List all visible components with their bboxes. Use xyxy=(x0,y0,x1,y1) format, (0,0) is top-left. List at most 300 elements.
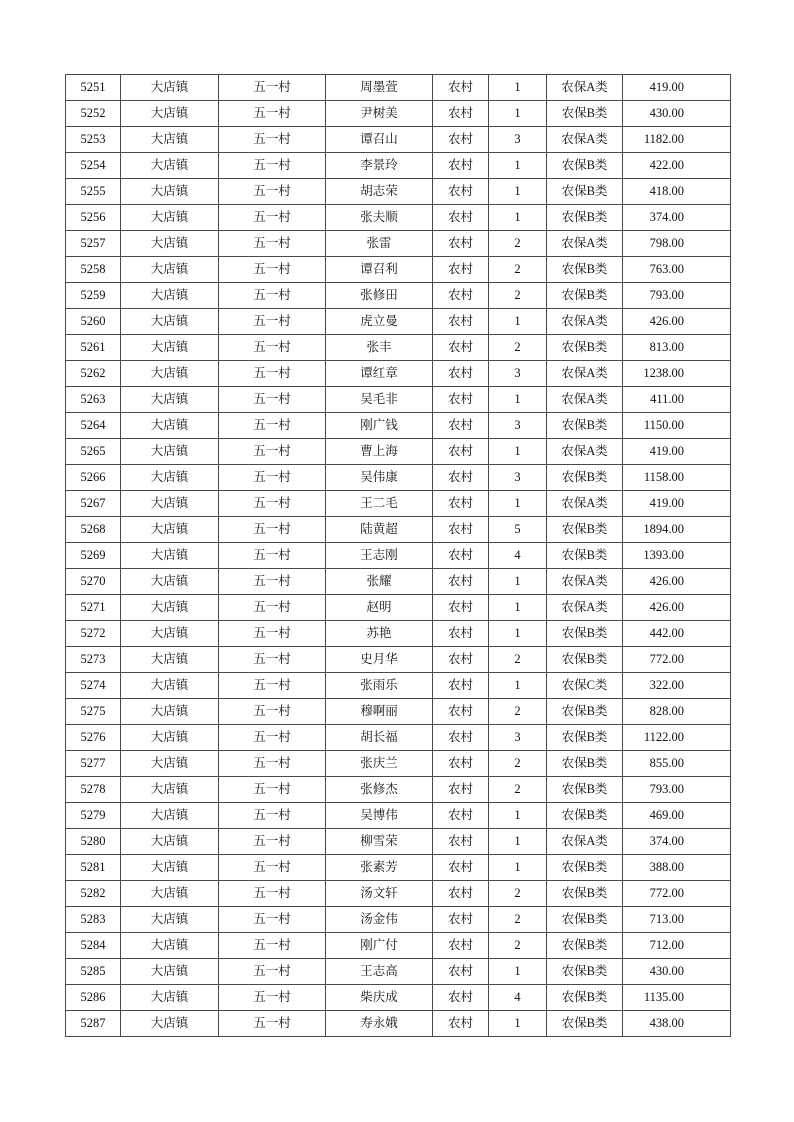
cell-town: 大店镇 xyxy=(121,491,219,517)
cell-household-type: 农村 xyxy=(433,673,489,699)
table-row xyxy=(66,621,731,647)
cell-amount: 763.00 xyxy=(623,257,731,283)
cell-name: 吴伟康 xyxy=(326,465,433,491)
table-row xyxy=(66,517,731,543)
cell-household-type: 农村 xyxy=(433,777,489,803)
cell-amount: 430.00 xyxy=(623,101,731,127)
cell-serial: 5280 xyxy=(66,829,121,855)
table-row xyxy=(66,257,731,283)
cell-insurance-category: 农保B类 xyxy=(547,777,623,803)
table-row xyxy=(66,855,731,881)
cell-name: 史月华 xyxy=(326,647,433,673)
cell-household-type: 农村 xyxy=(433,179,489,205)
cell-count: 1 xyxy=(489,101,547,127)
cell-household-type: 农村 xyxy=(433,985,489,1011)
cell-amount: 1135.00 xyxy=(623,985,731,1011)
cell-amount: 438.00 xyxy=(623,1011,731,1037)
cell-serial: 5281 xyxy=(66,855,121,881)
cell-count: 1 xyxy=(489,179,547,205)
cell-town: 大店镇 xyxy=(121,127,219,153)
cell-town: 大店镇 xyxy=(121,725,219,751)
cell-town: 大店镇 xyxy=(121,985,219,1011)
cell-name: 周墨萱 xyxy=(326,75,433,101)
table-row xyxy=(66,803,731,829)
cell-serial: 5283 xyxy=(66,907,121,933)
cell-village: 五一村 xyxy=(219,75,326,101)
cell-town: 大店镇 xyxy=(121,959,219,985)
cell-name: 张修杰 xyxy=(326,777,433,803)
cell-town: 大店镇 xyxy=(121,855,219,881)
cell-household-type: 农村 xyxy=(433,621,489,647)
table-row xyxy=(66,101,731,127)
cell-town: 大店镇 xyxy=(121,517,219,543)
cell-village: 五一村 xyxy=(219,751,326,777)
cell-household-type: 农村 xyxy=(433,387,489,413)
cell-count: 1 xyxy=(489,439,547,465)
cell-count: 2 xyxy=(489,933,547,959)
cell-serial: 5263 xyxy=(66,387,121,413)
table-row xyxy=(66,205,731,231)
cell-amount: 419.00 xyxy=(623,75,731,101)
cell-serial: 5275 xyxy=(66,699,121,725)
cell-count: 2 xyxy=(489,907,547,933)
cell-serial: 5285 xyxy=(66,959,121,985)
cell-count: 2 xyxy=(489,751,547,777)
cell-count: 4 xyxy=(489,543,547,569)
table-body xyxy=(66,75,731,1037)
cell-name: 谭红章 xyxy=(326,361,433,387)
cell-insurance-category: 农保B类 xyxy=(547,543,623,569)
cell-town: 大店镇 xyxy=(121,907,219,933)
cell-insurance-category: 农保B类 xyxy=(547,465,623,491)
cell-town: 大店镇 xyxy=(121,569,219,595)
table-row xyxy=(66,543,731,569)
cell-serial: 5262 xyxy=(66,361,121,387)
cell-town: 大店镇 xyxy=(121,543,219,569)
cell-amount: 469.00 xyxy=(623,803,731,829)
cell-count: 1 xyxy=(489,75,547,101)
cell-amount: 322.00 xyxy=(623,673,731,699)
cell-town: 大店镇 xyxy=(121,1011,219,1037)
cell-village: 五一村 xyxy=(219,543,326,569)
cell-town: 大店镇 xyxy=(121,647,219,673)
cell-name: 胡长福 xyxy=(326,725,433,751)
table-row xyxy=(66,361,731,387)
cell-insurance-category: 农保B类 xyxy=(547,413,623,439)
cell-count: 2 xyxy=(489,257,547,283)
cell-village: 五一村 xyxy=(219,985,326,1011)
cell-serial: 5271 xyxy=(66,595,121,621)
cell-town: 大店镇 xyxy=(121,933,219,959)
cell-insurance-category: 农保B类 xyxy=(547,647,623,673)
cell-name: 寿永娥 xyxy=(326,1011,433,1037)
cell-village: 五一村 xyxy=(219,179,326,205)
cell-amount: 426.00 xyxy=(623,595,731,621)
cell-town: 大店镇 xyxy=(121,777,219,803)
cell-household-type: 农村 xyxy=(433,127,489,153)
cell-name: 谭召山 xyxy=(326,127,433,153)
cell-village: 五一村 xyxy=(219,283,326,309)
cell-count: 3 xyxy=(489,127,547,153)
cell-village: 五一村 xyxy=(219,933,326,959)
cell-insurance-category: 农保B类 xyxy=(547,725,623,751)
cell-household-type: 农村 xyxy=(433,75,489,101)
cell-amount: 1182.00 xyxy=(623,127,731,153)
cell-insurance-category: 农保A类 xyxy=(547,75,623,101)
cell-count: 2 xyxy=(489,881,547,907)
table-row xyxy=(66,569,731,595)
cell-village: 五一村 xyxy=(219,257,326,283)
cell-village: 五一村 xyxy=(219,647,326,673)
cell-town: 大店镇 xyxy=(121,829,219,855)
cell-insurance-category: 农保A类 xyxy=(547,231,623,257)
cell-village: 五一村 xyxy=(219,153,326,179)
cell-insurance-category: 农保A类 xyxy=(547,387,623,413)
cell-village: 五一村 xyxy=(219,673,326,699)
table-row xyxy=(66,933,731,959)
cell-count: 1 xyxy=(489,959,547,985)
cell-village: 五一村 xyxy=(219,725,326,751)
cell-household-type: 农村 xyxy=(433,959,489,985)
cell-amount: 419.00 xyxy=(623,491,731,517)
cell-serial: 5261 xyxy=(66,335,121,361)
table-row xyxy=(66,75,731,101)
cell-insurance-category: 农保B类 xyxy=(547,959,623,985)
cell-insurance-category: 农保B类 xyxy=(547,621,623,647)
cell-town: 大店镇 xyxy=(121,621,219,647)
cell-village: 五一村 xyxy=(219,361,326,387)
cell-household-type: 农村 xyxy=(433,335,489,361)
cell-amount: 1238.00 xyxy=(623,361,731,387)
cell-count: 3 xyxy=(489,465,547,491)
cell-name: 张素芳 xyxy=(326,855,433,881)
cell-insurance-category: 农保B类 xyxy=(547,881,623,907)
cell-insurance-category: 农保B类 xyxy=(547,803,623,829)
cell-village: 五一村 xyxy=(219,569,326,595)
cell-count: 1 xyxy=(489,803,547,829)
cell-town: 大店镇 xyxy=(121,179,219,205)
cell-count: 2 xyxy=(489,647,547,673)
cell-town: 大店镇 xyxy=(121,231,219,257)
cell-town: 大店镇 xyxy=(121,673,219,699)
table-row xyxy=(66,335,731,361)
cell-insurance-category: 农保B类 xyxy=(547,855,623,881)
cell-amount: 772.00 xyxy=(623,881,731,907)
cell-count: 1 xyxy=(489,829,547,855)
cell-amount: 828.00 xyxy=(623,699,731,725)
cell-insurance-category: 农保B类 xyxy=(547,153,623,179)
cell-count: 2 xyxy=(489,699,547,725)
table-row xyxy=(66,959,731,985)
cell-insurance-category: 农保B类 xyxy=(547,179,623,205)
table-row xyxy=(66,595,731,621)
cell-name: 吴毛非 xyxy=(326,387,433,413)
cell-household-type: 农村 xyxy=(433,517,489,543)
cell-town: 大店镇 xyxy=(121,881,219,907)
cell-amount: 374.00 xyxy=(623,829,731,855)
table-row xyxy=(66,153,731,179)
cell-name: 苏艳 xyxy=(326,621,433,647)
cell-village: 五一村 xyxy=(219,101,326,127)
cell-name: 王志刚 xyxy=(326,543,433,569)
cell-household-type: 农村 xyxy=(433,257,489,283)
cell-insurance-category: 农保A类 xyxy=(547,439,623,465)
cell-village: 五一村 xyxy=(219,803,326,829)
cell-amount: 1158.00 xyxy=(623,465,731,491)
cell-amount: 813.00 xyxy=(623,335,731,361)
cell-name: 汤文轩 xyxy=(326,881,433,907)
cell-serial: 5253 xyxy=(66,127,121,153)
cell-serial: 5258 xyxy=(66,257,121,283)
cell-count: 1 xyxy=(489,673,547,699)
cell-count: 4 xyxy=(489,985,547,1011)
cell-household-type: 农村 xyxy=(433,231,489,257)
cell-household-type: 农村 xyxy=(433,803,489,829)
cell-serial: 5260 xyxy=(66,309,121,335)
cell-village: 五一村 xyxy=(219,855,326,881)
table-row xyxy=(66,491,731,517)
cell-amount: 793.00 xyxy=(623,283,731,309)
cell-name: 吴博伟 xyxy=(326,803,433,829)
cell-name: 张修田 xyxy=(326,283,433,309)
cell-household-type: 农村 xyxy=(433,309,489,335)
cell-town: 大店镇 xyxy=(121,751,219,777)
cell-household-type: 农村 xyxy=(433,491,489,517)
cell-name: 赵明 xyxy=(326,595,433,621)
cell-village: 五一村 xyxy=(219,439,326,465)
cell-name: 张夫顺 xyxy=(326,205,433,231)
cell-town: 大店镇 xyxy=(121,153,219,179)
cell-village: 五一村 xyxy=(219,595,326,621)
cell-household-type: 农村 xyxy=(433,933,489,959)
cell-serial: 5282 xyxy=(66,881,121,907)
cell-insurance-category: 农保B类 xyxy=(547,985,623,1011)
cell-count: 5 xyxy=(489,517,547,543)
cell-household-type: 农村 xyxy=(433,725,489,751)
table-row xyxy=(66,309,731,335)
cell-town: 大店镇 xyxy=(121,595,219,621)
cell-household-type: 农村 xyxy=(433,1011,489,1037)
cell-town: 大店镇 xyxy=(121,309,219,335)
cell-serial: 5259 xyxy=(66,283,121,309)
cell-insurance-category: 农保B类 xyxy=(547,699,623,725)
cell-amount: 712.00 xyxy=(623,933,731,959)
cell-serial: 5255 xyxy=(66,179,121,205)
cell-town: 大店镇 xyxy=(121,75,219,101)
table-row xyxy=(66,725,731,751)
cell-insurance-category: 农保A类 xyxy=(547,361,623,387)
cell-serial: 5267 xyxy=(66,491,121,517)
cell-serial: 5256 xyxy=(66,205,121,231)
cell-insurance-category: 农保A类 xyxy=(547,595,623,621)
cell-village: 五一村 xyxy=(219,491,326,517)
cell-insurance-category: 农保A类 xyxy=(547,569,623,595)
cell-amount: 1122.00 xyxy=(623,725,731,751)
cell-serial: 5286 xyxy=(66,985,121,1011)
cell-count: 1 xyxy=(489,595,547,621)
cell-amount: 388.00 xyxy=(623,855,731,881)
cell-amount: 713.00 xyxy=(623,907,731,933)
cell-count: 2 xyxy=(489,283,547,309)
cell-amount: 426.00 xyxy=(623,309,731,335)
cell-serial: 5277 xyxy=(66,751,121,777)
cell-count: 1 xyxy=(489,621,547,647)
cell-count: 1 xyxy=(489,569,547,595)
cell-town: 大店镇 xyxy=(121,257,219,283)
cell-count: 1 xyxy=(489,1011,547,1037)
cell-household-type: 农村 xyxy=(433,569,489,595)
cell-household-type: 农村 xyxy=(433,829,489,855)
cell-household-type: 农村 xyxy=(433,439,489,465)
cell-count: 1 xyxy=(489,153,547,179)
cell-village: 五一村 xyxy=(219,413,326,439)
cell-name: 刚广付 xyxy=(326,933,433,959)
cell-insurance-category: 农保B类 xyxy=(547,907,623,933)
cell-count: 1 xyxy=(489,309,547,335)
table-row xyxy=(66,413,731,439)
cell-town: 大店镇 xyxy=(121,413,219,439)
cell-household-type: 农村 xyxy=(433,413,489,439)
cell-town: 大店镇 xyxy=(121,699,219,725)
cell-amount: 1894.00 xyxy=(623,517,731,543)
cell-name: 穆啊丽 xyxy=(326,699,433,725)
cell-household-type: 农村 xyxy=(433,205,489,231)
cell-household-type: 农村 xyxy=(433,907,489,933)
cell-serial: 5270 xyxy=(66,569,121,595)
cell-insurance-category: 农保A类 xyxy=(547,127,623,153)
cell-village: 五一村 xyxy=(219,777,326,803)
cell-village: 五一村 xyxy=(219,1011,326,1037)
cell-household-type: 农村 xyxy=(433,751,489,777)
cell-household-type: 农村 xyxy=(433,153,489,179)
cell-serial: 5254 xyxy=(66,153,121,179)
cell-town: 大店镇 xyxy=(121,283,219,309)
cell-serial: 5278 xyxy=(66,777,121,803)
cell-town: 大店镇 xyxy=(121,101,219,127)
cell-serial: 5265 xyxy=(66,439,121,465)
cell-insurance-category: 农保B类 xyxy=(547,751,623,777)
cell-insurance-category: 农保B类 xyxy=(547,517,623,543)
cell-village: 五一村 xyxy=(219,829,326,855)
cell-count: 1 xyxy=(489,491,547,517)
cell-village: 五一村 xyxy=(219,699,326,725)
cell-amount: 772.00 xyxy=(623,647,731,673)
cell-household-type: 农村 xyxy=(433,855,489,881)
cell-amount: 419.00 xyxy=(623,439,731,465)
table-row xyxy=(66,465,731,491)
cell-town: 大店镇 xyxy=(121,387,219,413)
table-row xyxy=(66,439,731,465)
cell-serial: 5279 xyxy=(66,803,121,829)
cell-serial: 5287 xyxy=(66,1011,121,1037)
cell-amount: 1393.00 xyxy=(623,543,731,569)
cell-serial: 5272 xyxy=(66,621,121,647)
cell-household-type: 农村 xyxy=(433,543,489,569)
cell-insurance-category: 农保B类 xyxy=(547,101,623,127)
cell-village: 五一村 xyxy=(219,959,326,985)
cell-name: 汤金伟 xyxy=(326,907,433,933)
cell-village: 五一村 xyxy=(219,517,326,543)
cell-village: 五一村 xyxy=(219,881,326,907)
cell-count: 2 xyxy=(489,335,547,361)
cell-town: 大店镇 xyxy=(121,439,219,465)
table-row xyxy=(66,673,731,699)
cell-count: 3 xyxy=(489,725,547,751)
cell-insurance-category: 农保A类 xyxy=(547,829,623,855)
cell-amount: 422.00 xyxy=(623,153,731,179)
table-row xyxy=(66,387,731,413)
cell-name: 刚广钱 xyxy=(326,413,433,439)
cell-name: 柳雪荣 xyxy=(326,829,433,855)
cell-insurance-category: 农保B类 xyxy=(547,1011,623,1037)
table-row xyxy=(66,127,731,153)
cell-household-type: 农村 xyxy=(433,465,489,491)
cell-insurance-category: 农保B类 xyxy=(547,205,623,231)
cell-amount: 442.00 xyxy=(623,621,731,647)
cell-amount: 1150.00 xyxy=(623,413,731,439)
cell-name: 柴庆成 xyxy=(326,985,433,1011)
cell-name: 陆黄超 xyxy=(326,517,433,543)
table-row xyxy=(66,231,731,257)
cell-name: 张耀 xyxy=(326,569,433,595)
cell-serial: 5274 xyxy=(66,673,121,699)
cell-name: 尹树美 xyxy=(326,101,433,127)
cell-name: 李景玲 xyxy=(326,153,433,179)
cell-village: 五一村 xyxy=(219,465,326,491)
cell-serial: 5269 xyxy=(66,543,121,569)
cell-name: 胡志荣 xyxy=(326,179,433,205)
cell-insurance-category: 农保B类 xyxy=(547,335,623,361)
cell-count: 1 xyxy=(489,855,547,881)
cell-name: 曹上海 xyxy=(326,439,433,465)
cell-count: 3 xyxy=(489,413,547,439)
cell-village: 五一村 xyxy=(219,205,326,231)
cell-name: 张庆兰 xyxy=(326,751,433,777)
cell-count: 1 xyxy=(489,387,547,413)
cell-amount: 426.00 xyxy=(623,569,731,595)
cell-household-type: 农村 xyxy=(433,881,489,907)
cell-household-type: 农村 xyxy=(433,101,489,127)
table-row xyxy=(66,907,731,933)
cell-amount: 374.00 xyxy=(623,205,731,231)
cell-town: 大店镇 xyxy=(121,361,219,387)
cell-serial: 5284 xyxy=(66,933,121,959)
cell-serial: 5266 xyxy=(66,465,121,491)
cell-insurance-category: 农保B类 xyxy=(547,283,623,309)
table-row xyxy=(66,283,731,309)
roster-table xyxy=(65,74,731,1037)
table-row xyxy=(66,179,731,205)
cell-town: 大店镇 xyxy=(121,205,219,231)
cell-household-type: 农村 xyxy=(433,595,489,621)
cell-amount: 855.00 xyxy=(623,751,731,777)
cell-amount: 798.00 xyxy=(623,231,731,257)
cell-town: 大店镇 xyxy=(121,803,219,829)
cell-town: 大店镇 xyxy=(121,335,219,361)
cell-count: 2 xyxy=(489,231,547,257)
cell-village: 五一村 xyxy=(219,309,326,335)
cell-town: 大店镇 xyxy=(121,465,219,491)
table-row xyxy=(66,777,731,803)
cell-serial: 5252 xyxy=(66,101,121,127)
cell-insurance-category: 农保A类 xyxy=(547,491,623,517)
table-row xyxy=(66,751,731,777)
cell-village: 五一村 xyxy=(219,387,326,413)
cell-village: 五一村 xyxy=(219,907,326,933)
cell-name: 张雨乐 xyxy=(326,673,433,699)
cell-amount: 418.00 xyxy=(623,179,731,205)
cell-name: 虎立曼 xyxy=(326,309,433,335)
